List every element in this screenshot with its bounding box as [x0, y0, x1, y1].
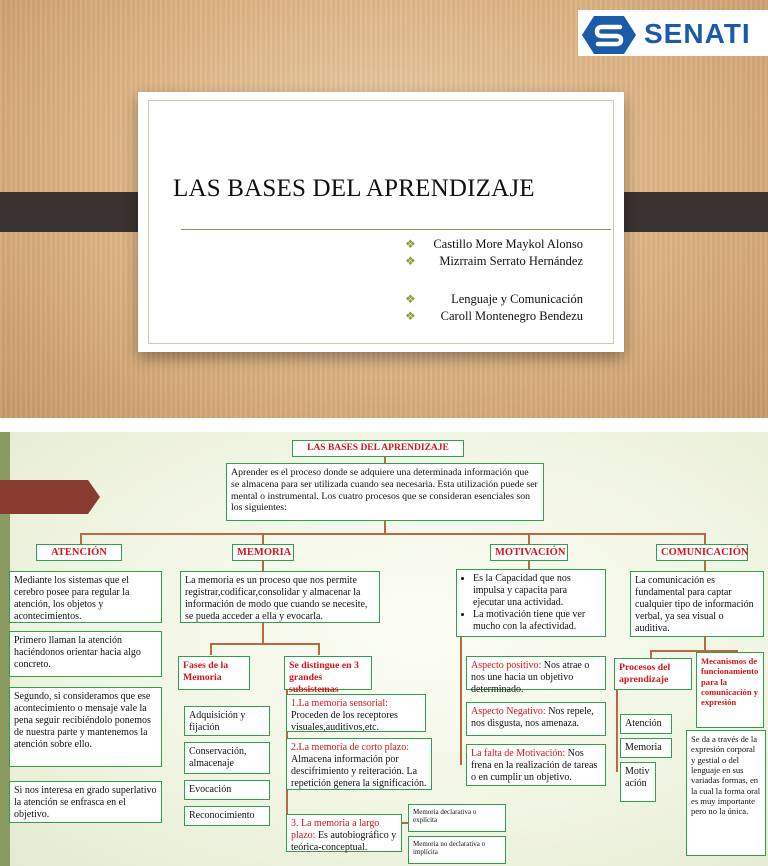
memoria-sensorial [286, 694, 426, 732]
memoria-largo-plazo [286, 814, 402, 852]
credit-course: Lenguaje y Comunicación [451, 292, 583, 306]
credit-student-1: Castillo More Maykol Alonso [433, 237, 583, 251]
memoria-declarativa: Memoria declarativa o explícita [408, 804, 506, 832]
branch-motivacion: MOTIVACIÓN [490, 544, 568, 561]
aspecto-negativo-text: Nos repele, nos disgusta, nos amenaza. [471, 706, 594, 729]
diamond-bullet-icon: ❖ [405, 237, 416, 251]
connector-line [210, 643, 212, 655]
motivacion-bullet-1: • Es la Capacidad que nos impulsa y capacita para ejecutar una actividad. [473, 573, 601, 609]
aspecto-positivo [466, 656, 606, 695]
left-band [0, 192, 154, 232]
aspecto-negativo-label: Aspecto Negativo: [471, 706, 546, 717]
credit-teacher: Caroll Montenegro Bendezu [440, 309, 583, 323]
diamond-bullet-icon: ❖ [405, 254, 416, 268]
card-frame [148, 100, 614, 344]
atencion-item-1: Mediante los sistemas que el cerebro posee para regular la atención, los objetos y acontecimientos. [9, 571, 162, 623]
title-slide [0, 0, 768, 418]
senati-s-logo-icon [582, 16, 636, 54]
memoria-no-declarativa: Memoria no declarativa o implícita [408, 836, 506, 864]
title-divider [181, 229, 611, 230]
atencion-item-3: Segundo, si consideramos que ese acontecimiento o mensaje vale la pena seguir recibiéndolo ponemos de nuestra parte y mantenemos la atención sobre ello. [9, 687, 162, 767]
credit-student-2: Mizrraim Serrato Hernández [439, 254, 583, 268]
branch-atencion: ATENCIÓN [36, 544, 122, 561]
connector-line [210, 643, 318, 645]
branch-memoria: MEMORIA [232, 544, 294, 561]
atencion-item-4: Si nos interesa en grado superlativo la atención se enfrasca en el objetivo. [9, 781, 162, 823]
subsistemas-title: Se distingue en 3 grandes subsistemas [284, 656, 372, 690]
connector-line [460, 635, 462, 765]
map-title: LAS BASES DEL APRENDIZAJE [292, 440, 464, 457]
aspecto-positivo-label: Aspecto positivo: [471, 660, 542, 671]
memoria-corto-plazo-text: Almacena información por descifrimiento y reiteración. La repetición genera la significación. [291, 754, 427, 789]
comunicacion-description: La comunicación es fundamental para captar cualquier tipo de información verbal, ya sea visual o auditiva. [630, 571, 764, 637]
memoria-sensorial-label: 1.La memoria sensorial: [291, 698, 388, 709]
motivacion-bullet-2: • La motivación tiene que ver mucho con la afectividad. [473, 609, 601, 633]
aspecto-positivo-text: Nos atrae o nos une hacia un objetivo determinado. [471, 660, 590, 695]
fase-evocacion: Evocación [184, 780, 270, 800]
memoria-description: La memoria es un proceso que nos permite registrar,codificar,consolidar y almacenar la información de modo que cuando se necesite, se pueda acceder a ella y evocarla. [180, 571, 380, 623]
memoria-corto-plazo-label: 2.La memoria de corto plazo: [291, 742, 410, 753]
intro-box: Aprender es el proceso donde se adquiere una determinada información que se almacena para ser utilizada cuando sea necesaria. Esta utilización puede ser mental o instrumental. Los cuatro procesos que se consideran esenciales son los siguientes: [226, 463, 544, 521]
right-band [612, 192, 768, 232]
mecanismos-text: Se da a través de la expresión corporal y gestial o del lenguaje en sus variadas formas, en la cual la forma oral es muy importante pero no la única. [686, 730, 766, 856]
connector-line [318, 643, 320, 655]
fases-memoria-title: Fases de la Memoria [178, 656, 250, 690]
proceso-memoria: Memoria [620, 738, 672, 758]
senati-logo [578, 10, 768, 56]
mecanismos-title: Mecanismos de funcionamiento para la comunicación y expresión [696, 652, 764, 728]
connector-line [616, 690, 618, 772]
memoria-corto-plazo [286, 738, 432, 790]
connector-line [262, 621, 264, 643]
memoria-largo-plazo-label: 3. La memoria a largo plazo: [291, 818, 380, 841]
atencion-item-2: Primero llaman la atención haciéndonos orientar hacia algo concreto. [9, 631, 162, 677]
memoria-largo-plazo-text: Es autobiográfico y teórica-conceptual. [291, 830, 397, 853]
diamond-bullet-icon: ❖ [405, 292, 416, 306]
proceso-atencion: Atención [620, 714, 672, 734]
connector-line [704, 636, 706, 650]
motivacion-description [456, 569, 606, 637]
fase-adquisicion: Adquisición y fijación [184, 706, 270, 736]
falta-motivacion-text: Nos frena en la realización de tareas o en cumplir un objetivo. [471, 748, 598, 783]
falta-motivacion [466, 744, 606, 786]
senati-wordmark: SENATI [644, 18, 751, 49]
title-card [138, 92, 624, 352]
concept-map-slide [0, 432, 768, 866]
diamond-bullet-icon: ❖ [405, 309, 416, 323]
fase-conservacion: Conservación, almacenaje [184, 742, 270, 774]
memoria-sensorial-text: Proceden de los receptores visuales,auditivos,etc. [291, 710, 398, 733]
aspecto-negativo [466, 702, 606, 736]
connector-line [80, 533, 706, 535]
slide-title: LAS BASES DEL APRENDIZAJE [173, 175, 535, 202]
falta-motivacion-label: La falta de Motivación: [471, 748, 566, 759]
procesos-aprendizaje-title: Procesos del aprendizaje [614, 658, 692, 690]
fase-reconocimiento: Reconocimiento [184, 806, 270, 826]
arrow-decoration [0, 480, 100, 514]
proceso-motivacion: Motivación [620, 762, 656, 802]
branch-comunicacion: COMUNICACIÓN [656, 544, 748, 561]
